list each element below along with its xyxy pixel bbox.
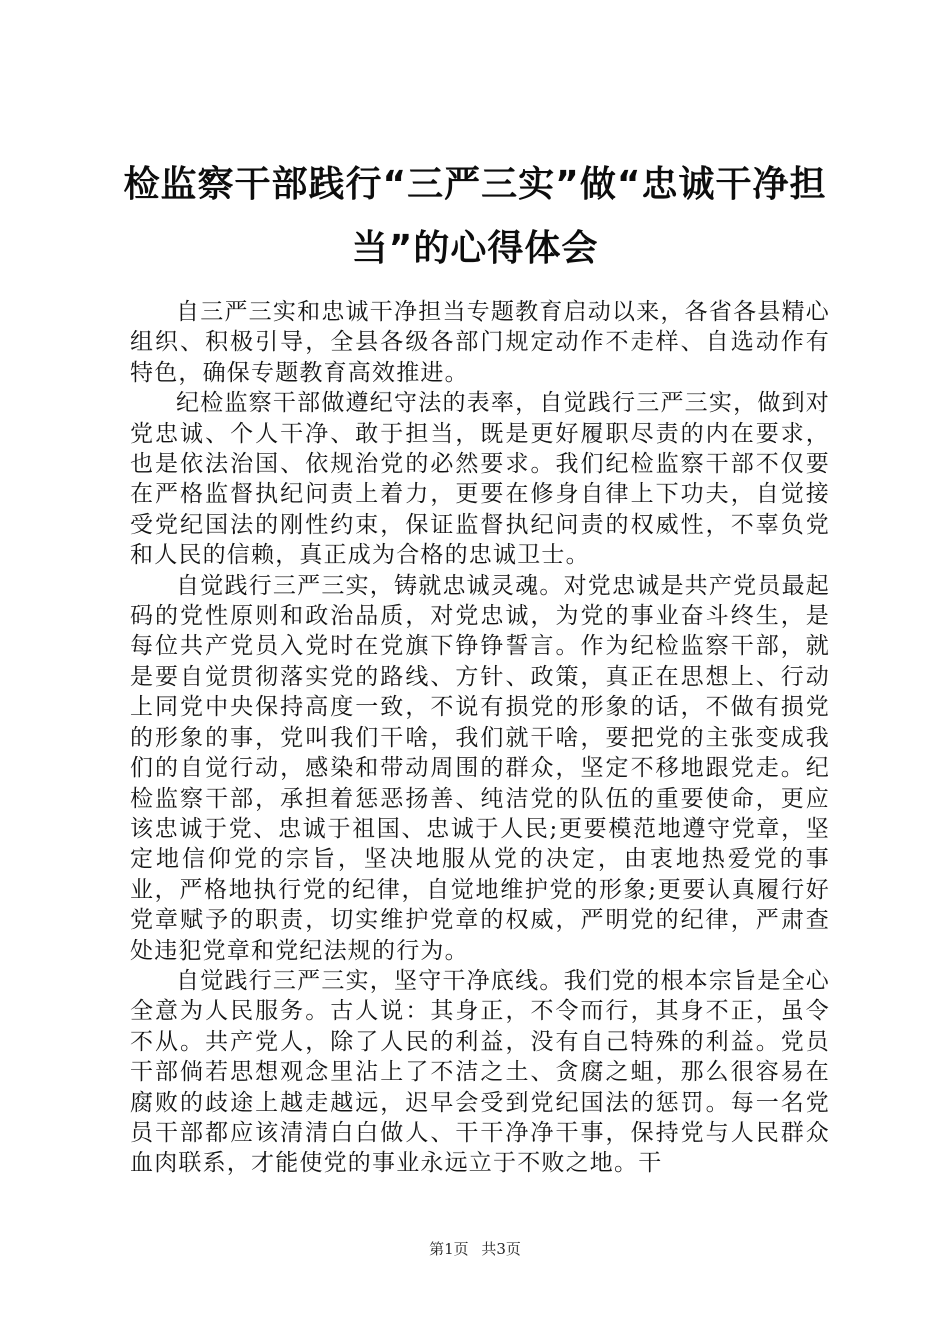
page-footer [0, 1238, 950, 1259]
paragraph: 自三严三实和忠诚干净担当专题教育启动以来，各省各县精心组织、积极引导，全县各级各部门规定动作不走样、自选动作有特色，确保专题教育高效推进。 [130, 299, 830, 386]
paragraph: 纪检监察干部做遵纪守法的表率，自觉践行三严三实，做到对党忠诚、个人干净、敢于担当，既是更好履职尽责的内在要求，也是依法治国、依规治党的必然要求。我们纪检监察干部不仅要在严格监督执纪问责上着力，更要在修身自律上下功夫，自觉接受党纪国法的刚性约束，保证监督执纪问责的权威性，不辜负党和人民的信赖，真正成为合格的忠诚卫士。 [130, 390, 830, 569]
page-number: 第1页 [429, 1240, 469, 1258]
paragraph: 自觉践行三严三实，坚守干净底线。我们党的根本宗旨是全心全意为人民服务。古人说：其身正，不令而行，其身不正，虽令不从。共产党人，除了人民的利益，没有自己特殊的利益。党员干部倘若思想观念里沾上了不洁之土、贪腐之蛆，那么很容易在腐败的歧途上越走越远，迟早会受到党纪国法的惩罚。每一名党员干部都应该清清白白做人、干干净净干事，保持党与人民群众血肉联系，才能使党的事业永远立于不败之地。干 [130, 967, 830, 1177]
paragraph: 自觉践行三严三实，铸就忠诚灵魂。对党忠诚是共产党员最起码的党性原则和政治品质，对党忠诚，为党的事业奋斗终生，是每位共产党员入党时在党旗下铮铮誓言。作为纪检监察干部，就是要自觉贯彻落实党的路线、方针、政策，真正在思想上、行动上同党中央保持高度一致，不说有损党的形象的话，不做有损党的形象的事，党叫我们干啥，我们就干啥，要把党的主张变成我们的自觉行动，感染和带动周围的群众，坚定不移地跟党走。纪检监察干部，承担着惩恶扬善、纯洁党的队伍的重要使命，更应该忠诚于党、忠诚于祖国、忠诚于人民;更要模范地遵守党章，坚定地信仰党的宗旨，坚决地服从党的决定，由衷地热爱党的事业，严格地执行党的纪律，自觉地维护党的形象;更要认真履行好党章赋予的职责，切实维护党章的权威，严明党的纪律，严肃查处违犯党章和党纪法规的行为。 [130, 572, 830, 964]
document-title: 检监察干部践行“三严三实”做“忠诚干净担当”的心得体会 [123, 164, 827, 269]
document-body [130, 297, 830, 1179]
page-total: 共3页 [481, 1240, 521, 1258]
